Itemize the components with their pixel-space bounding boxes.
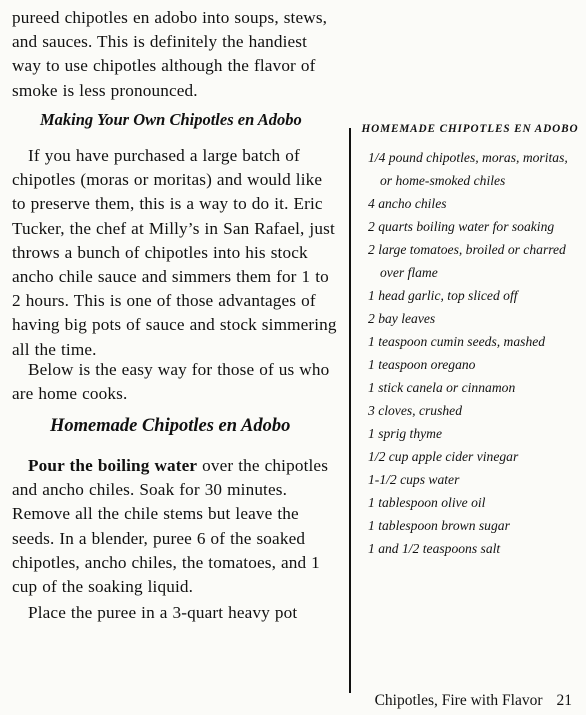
ingredient-item: 1 teaspoon oregano (368, 357, 476, 372)
ingredient-item: 1/2 cup apple cider vinegar (368, 449, 519, 464)
ingredients-sidebar (360, 118, 580, 560)
column-divider (349, 128, 351, 693)
ingredient-item: 2 bay leaves (368, 311, 436, 326)
ingredient-item: 1 stick canela or cinnamon (368, 380, 516, 395)
ingredient-item: 1 head garlic, top sliced off (368, 288, 518, 303)
ingredient-item: 2 large tomatoes, broiled or charred over flame (368, 242, 566, 280)
ingredient-list (360, 146, 580, 560)
running-footer-title: Chipotles, Fire with Flavor (374, 692, 543, 709)
ingredient-item: 1 sprig thyme (368, 426, 443, 441)
body-paragraph-preserve: If you have purchased a large batch of chipotles (moras or moritas) and would like to preserve them, this is a way to do it. Eric Tucker, the chef at Milly’s in San Rafael, just throws a bunch of chipotles into his stock ancho chile sauce and simmers them for 1 to 2 hours. This is one of those advantages of having big pots of sauce and stock simmering all the time. (12, 146, 337, 359)
recipe-heading: Homemade Chipotles en Adobo (50, 416, 291, 436)
ingredient-item: 1/4 pound chipotles, moras, moritas, or home-smoked chiles (368, 150, 568, 188)
method-text: over the chipotles and ancho chiles. Soak for 30 minutes. Remove all the chile stems but leave the seeds. In a blender, puree 6 of the soaked chipotles, ancho chiles, the tomatoes, and 1 cup of the soaking liquid. (12, 456, 329, 597)
intro-paragraph: pureed chipotles en adobo into soups, stews, and sauces. This is definitely the handiest way to use chipotles although the flavor of smoke is less pronounced. (12, 8, 328, 100)
ingredient-item: 1 teaspoon cumin seeds, mashed (368, 334, 546, 349)
sidebar-title: HOMEMADE CHIPOTLES EN ADOBO (361, 123, 579, 135)
page-number: 21 (556, 692, 572, 709)
body-paragraph-home-cooks: Below is the easy way for those of us who are home cooks. (12, 360, 330, 404)
ingredient-item: 1 tablespoon brown sugar (368, 518, 510, 533)
ingredient-item: 4 ancho chiles (368, 196, 447, 211)
ingredient-item: 1 and 1/2 teaspoons salt (368, 541, 501, 556)
page-footer (375, 692, 572, 710)
method-paragraph-1 (12, 454, 337, 599)
ingredient-item: 1 tablespoon olive oil (368, 495, 486, 510)
method-paragraph-2: Place the puree in a 3-quart heavy pot (28, 603, 298, 622)
ingredient-item: 2 quarts boiling water for soaking (368, 219, 555, 234)
ingredient-item: 3 cloves, crushed (368, 403, 462, 418)
ingredient-item: 1-1/2 cups water (368, 472, 460, 487)
method-lead-phrase: Pour the boiling water (28, 456, 198, 475)
section-subheading: Making Your Own Chipotles en Adobo (40, 110, 302, 129)
